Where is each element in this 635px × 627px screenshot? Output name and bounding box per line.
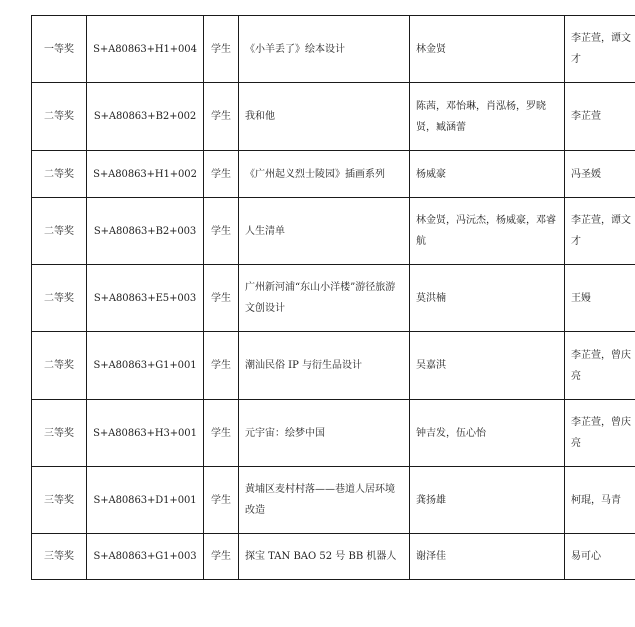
work-title-cell: 《小羊丢了》绘本设计 (239, 16, 410, 83)
table-row (32, 332, 635, 400)
tutors-cell: 王嫚 (565, 265, 635, 332)
award-level-cell: 三等奖 (32, 400, 87, 467)
award-level-cell: 一等奖 (32, 16, 87, 83)
authors-cell: 钟吉发，伍心怡 (410, 400, 565, 467)
entrant-role-cell: 学生 (204, 16, 239, 83)
entry-code-cell: S+A80863+B2+003 (87, 198, 204, 265)
entrant-role-cell: 学生 (204, 265, 239, 332)
table-row (32, 198, 635, 265)
tutors-cell: 冯圣媛 (565, 151, 635, 198)
entry-code-cell: S+A80863+D1+001 (87, 467, 204, 534)
entrant-role-cell: 学生 (204, 83, 239, 151)
entry-code-cell: S+A80863+H3+001 (87, 400, 204, 467)
work-title-cell: 我和他 (239, 83, 410, 151)
work-title-cell: 元宇宙：绘梦中国 (239, 400, 410, 467)
entry-code-cell: S+A80863+G1+003 (87, 534, 204, 580)
table-row (32, 151, 635, 198)
tutors-cell: 李芷萱，谭文才 (565, 16, 635, 83)
award-level-cell: 三等奖 (32, 467, 87, 534)
authors-cell: 陈茜，邓怡琳，肖泓杨，罗晓贤，臧涵蕾 (410, 83, 565, 151)
work-title-cell: 潮汕民俗 IP 与衍生品设计 (239, 332, 410, 400)
award-level-cell: 二等奖 (32, 83, 87, 151)
authors-cell: 吴嘉淇 (410, 332, 565, 400)
table-row (32, 467, 635, 534)
tutors-cell: 李芷萱 (565, 83, 635, 151)
awards-table (31, 15, 635, 580)
tutors-cell: 李芷萱，谭文才 (565, 198, 635, 265)
authors-cell: 龚扬雄 (410, 467, 565, 534)
award-level-cell: 二等奖 (32, 198, 87, 265)
tutors-cell: 易可心 (565, 534, 635, 580)
entrant-role-cell: 学生 (204, 151, 239, 198)
authors-cell: 杨威豪 (410, 151, 565, 198)
work-title-cell: 广州新河浦“东山小洋楼”游径旅游文创设计 (239, 265, 410, 332)
entrant-role-cell: 学生 (204, 467, 239, 534)
award-level-cell: 二等奖 (32, 332, 87, 400)
tutors-cell: 李芷萱，曾庆亮 (565, 400, 635, 467)
authors-cell: 林金贤 (410, 16, 565, 83)
table-row (32, 400, 635, 467)
work-title-cell: 黄埔区麦村村落——巷道人居环境改造 (239, 467, 410, 534)
entry-code-cell: S+A80863+H1+004 (87, 16, 204, 83)
work-title-cell: 《广州起义烈士陵园》插画系列 (239, 151, 410, 198)
entrant-role-cell: 学生 (204, 332, 239, 400)
table-row (32, 16, 635, 83)
entrant-role-cell: 学生 (204, 534, 239, 580)
entrant-role-cell: 学生 (204, 198, 239, 265)
award-level-cell: 二等奖 (32, 151, 87, 198)
work-title-cell: 探宝 TAN BAO 52 号 BB 机器人 (239, 534, 410, 580)
awards-table-body (32, 16, 635, 580)
authors-cell: 谢泽佳 (410, 534, 565, 580)
award-level-cell: 三等奖 (32, 534, 87, 580)
entry-code-cell: S+A80863+B2+002 (87, 83, 204, 151)
entry-code-cell: S+A80863+H1+002 (87, 151, 204, 198)
authors-cell: 林金贤，冯沅杰，杨威豪，邓睿航 (410, 198, 565, 265)
authors-cell: 莫洪楠 (410, 265, 565, 332)
award-level-cell: 二等奖 (32, 265, 87, 332)
entry-code-cell: S+A80863+G1+001 (87, 332, 204, 400)
table-row (32, 534, 635, 580)
entry-code-cell: S+A80863+E5+003 (87, 265, 204, 332)
table-row (32, 83, 635, 151)
tutors-cell: 柯琨，马青 (565, 467, 635, 534)
entrant-role-cell: 学生 (204, 400, 239, 467)
work-title-cell: 人生清单 (239, 198, 410, 265)
table-row (32, 265, 635, 332)
tutors-cell: 李芷萱，曾庆亮 (565, 332, 635, 400)
